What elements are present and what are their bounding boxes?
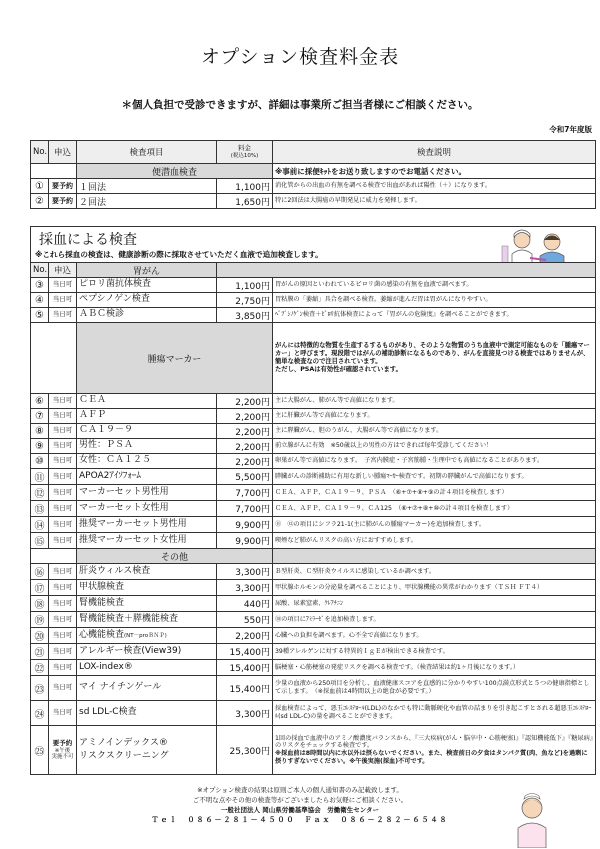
row-item [77, 308, 217, 323]
tumor-marker-rows [31, 394, 596, 549]
row-item [77, 596, 217, 612]
row-desc: 特に2回法は大腸癌の早期発見に威力を発揮します。 [273, 194, 596, 209]
row-no: ⑫ [31, 485, 49, 501]
row-desc [273, 676, 596, 701]
row-price: 2,200円 [217, 454, 273, 469]
row-desc-text: 主に肝臓がん等で高値になります。 [275, 412, 374, 420]
row-apply [49, 644, 77, 660]
row-desc-text: 前立腺がんに有効 ※50歳以上の男性の方はできれば毎年受診してください！ [275, 442, 493, 450]
row-desc [273, 501, 596, 517]
row-apply [49, 501, 77, 517]
row-no: ⑦ [31, 409, 49, 424]
row-item [77, 439, 217, 454]
row-item-sub: (NT－proＢＮＰ) [124, 632, 167, 639]
table-row [31, 293, 596, 308]
footer-tel: Ｔｅｌ ０８６－２８１－４５００ Ｆａｘ ０８６－２８２－６５４８ [151, 816, 449, 825]
row-apply-label: 当日可 [52, 598, 73, 607]
row-apply-label: 要予約 [52, 739, 73, 748]
row-item [77, 644, 217, 660]
row-apply-label: 当日可 [52, 396, 73, 405]
row-apply-label: 当日可 [52, 426, 73, 435]
blood-test-table [30, 262, 596, 775]
row-desc [273, 308, 596, 323]
row-desc-text: ⑪ ⑫の項目にシフラ21-1(主に肺がんの腫瘍マーカー)を追加検査します。 [275, 520, 486, 528]
table-row [31, 660, 596, 676]
consult-notice: ＊個人負担で受診できますが、詳細は事業所ご担当者様にご相談ください。 [121, 99, 479, 111]
footer-org: 一般社団法人 岡山県労働基準協会 労働衛生センター [220, 805, 379, 814]
table-row [31, 676, 596, 701]
row-no: ㉔ [31, 701, 49, 726]
row-item [77, 628, 217, 644]
row-apply [49, 454, 77, 469]
table-row [31, 454, 596, 469]
row-no: ㉓ [31, 676, 49, 701]
row-apply-label: 当日可 [52, 535, 73, 544]
row-no: ① [31, 179, 49, 194]
row-apply-label: 当日可 [52, 582, 73, 591]
row-apply-label: 当日可 [52, 503, 73, 512]
row-desc [273, 485, 596, 501]
row-desc [273, 439, 596, 454]
row-no: ⑤ [31, 308, 49, 323]
row-apply-label: 当日可 [52, 708, 73, 717]
row-item [77, 501, 217, 517]
row-apply [49, 628, 77, 644]
row-item [77, 660, 217, 676]
row-item-label: ＣＡ１９－９ [79, 425, 134, 436]
row-desc-text: Ｂ型肝炎、Ｃ型肝炎ウイルスに感染しているか調べます。 [275, 567, 436, 575]
row-price: 25,300円 [217, 726, 273, 775]
row-desc-text: 尿酸、尿素窒素、ｸﾚｱﾁﾆﾝ [275, 599, 344, 607]
table-row [31, 644, 596, 660]
row-item-label: ピロリ菌抗体検査 [79, 279, 152, 290]
row-no: ⑲ [31, 612, 49, 628]
row-apply-sub: 実施不可 [51, 753, 74, 760]
header-price-label: 料金 [238, 144, 251, 153]
row-item-label2: リスクスクリーニング [79, 751, 169, 761]
row-price: 15,400円 [217, 660, 273, 676]
row-apply-label: 当日可 [52, 683, 73, 692]
row-desc [273, 564, 596, 580]
category-label: 腫瘍マーカー [77, 323, 273, 394]
row-no: ⑬ [31, 501, 49, 517]
row-desc [273, 394, 596, 409]
row-desc-text: ＣＥＡ、ＡＦＰ、ＣＡ１９－９、ＣＡ125 （⑥+⑦+⑧+⑩の計４項目を検査します） [275, 504, 514, 512]
header-price [217, 141, 273, 164]
row-item: １回法 [77, 179, 217, 194]
edition-year: 令和7年度版 [549, 125, 592, 134]
row-desc [273, 278, 596, 293]
table-row [31, 179, 596, 194]
row-price: 2,200円 [217, 628, 273, 644]
row-desc-text: ＣＥＡ、ＡＦＰ、ＣＡ１９－９、ＰＳＡ （⑥+⑦+⑧+⑨の計４項目を検査します） [275, 488, 508, 496]
row-price: 550円 [217, 612, 273, 628]
row-desc [273, 533, 596, 549]
table-row [31, 409, 596, 424]
row-apply [49, 580, 77, 596]
table-row [31, 278, 596, 293]
row-price: 5,500円 [217, 469, 273, 485]
row-desc [273, 580, 596, 596]
table-row [31, 469, 596, 485]
table-row [31, 628, 596, 644]
row-apply [49, 596, 77, 612]
table-header-row [31, 263, 596, 278]
row-price: 15,400円 [217, 644, 273, 660]
row-item [77, 409, 217, 424]
stomach-cancer-rows [31, 278, 596, 323]
row-item-label: アミノインデックス® [79, 737, 168, 748]
section-title: 採血による検査 [39, 232, 137, 248]
row-apply-label: 当日可 [52, 614, 73, 623]
header-desc: 検査説明 [273, 141, 596, 164]
footer-line2: ご不明な点やその他の検査等がございましたらお気軽にご相談ください。 [192, 795, 408, 804]
row-apply [49, 564, 77, 580]
row-desc-text: 主に膵臓がん、胆のうがん、大腸がん等で高値になります。 [275, 427, 443, 435]
row-item [77, 278, 217, 293]
row-apply: 要予約 [49, 179, 77, 194]
row-price: 1,100円 [217, 179, 273, 194]
row-item [77, 424, 217, 439]
row-desc [273, 517, 596, 533]
row-no: ③ [31, 278, 49, 293]
row-no: ⑪ [31, 469, 49, 485]
row-apply-label: 当日可 [52, 487, 73, 496]
row-no: ⑱ [31, 596, 49, 612]
row-desc [273, 628, 596, 644]
row-item [77, 469, 217, 485]
row-desc-text: 心臓への負担を調べます。心不全で高値になります。 [275, 631, 423, 639]
row-apply [49, 701, 77, 726]
row-desc-text: ﾍﾟﾌﾟｼﾉｹﾞﾝ検査＋ﾋﾟﾛﾘ抗体検査によって『胃がんの危険度』を調べることができます。 [275, 311, 513, 319]
row-apply [49, 676, 77, 701]
table-row [31, 424, 596, 439]
row-desc-text: 胃粘膜の「萎縮」具合を調べる検査。萎縮が進んだ胃は胃がんになりやすい。 [275, 296, 492, 304]
table-row [31, 533, 596, 549]
row-price: 3,850円 [217, 308, 273, 323]
row-no: ⑯ [31, 564, 49, 580]
row-desc-text: 卵巣がん等で高値になります。 子宮内膜症・子宮筋腫・生理中でも高値になることがあります。 [275, 457, 544, 465]
section-note: ※これら採血の検査は、健康診断の際に採取させていただく血液で追加検査します。 [35, 250, 323, 259]
row-price: 7,700円 [217, 501, 273, 517]
row-desc-text: 膵臓がんの診断補助に有用な新しい腫瘍ﾏｰｶｰ検査です。初期の膵臓がんで高値になります。 [275, 472, 528, 480]
row-desc-text: 脳梗塞・心筋梗塞の発症リスクを調べる検査です。（検査結果は約1ヶ月後になります。） [275, 663, 520, 671]
row-apply-label: 当日可 [52, 310, 73, 319]
row-price: 1,100円 [217, 278, 273, 293]
row-no: ㉒ [31, 660, 49, 676]
row-price: 2,200円 [217, 394, 273, 409]
row-price: 3,300円 [217, 580, 273, 596]
row-no: ④ [31, 293, 49, 308]
row-desc-text: 胃がんの原因といわれているピロリ菌の感染の有無を血液で調べます。 [275, 281, 473, 289]
row-item [77, 676, 217, 701]
table-row [31, 564, 596, 580]
row-item-label: ＣＥＡ [79, 395, 107, 406]
table-row [31, 701, 596, 726]
row-price: 2,200円 [217, 424, 273, 439]
row-item-label: ＡＦＰ [79, 410, 107, 421]
row-item-label: 腎機能検査 [79, 597, 125, 608]
header-item: 検査項目 [77, 141, 217, 164]
row-desc [273, 454, 596, 469]
table-row [31, 194, 596, 209]
row-item-label: ペプシノゲン検査 [79, 294, 150, 305]
row-apply-label: 当日可 [52, 411, 73, 420]
row-item [77, 612, 217, 628]
footer-line1: ※オプション検査の結果は原則ご本人の個人通知書のみ記載致します。 [197, 786, 403, 794]
row-desc [273, 701, 596, 726]
row-item [77, 580, 217, 596]
table-row [31, 439, 596, 454]
row-item [77, 293, 217, 308]
table-row [31, 308, 596, 323]
category-row [31, 164, 596, 179]
header-price-tax: (税込10%) [230, 152, 259, 159]
row-apply: 要予約 [49, 194, 77, 209]
row-apply-label: 当日可 [52, 646, 73, 655]
row-desc [273, 469, 596, 485]
row-price: 2,750円 [217, 293, 273, 308]
category-label: 胃がん [77, 263, 217, 278]
row-apply [49, 394, 77, 409]
category-row [31, 323, 596, 394]
category-label: その他 [77, 549, 273, 564]
row-no: ㉑ [31, 644, 49, 660]
row-apply-label: 当日可 [52, 280, 73, 289]
tumor-marker-desc-psa: ただし、PSAは有効性が確認されています。 [275, 365, 402, 373]
table-row [31, 501, 596, 517]
category-note: ※事前に採便ｷｯﾄをお送り致しますのでお電話ください。 [273, 164, 596, 179]
row-no: ② [31, 194, 49, 209]
row-desc-text: 主に大腸がん、肺がん等で高値になります。 [275, 397, 399, 405]
row-item-label: 肝炎ウィルス検査 [79, 565, 151, 576]
row-item-label: ＡＢＣ検診 [79, 309, 125, 320]
row-no: ⑰ [31, 580, 49, 596]
row-item-label: マーカーセット男性用 [79, 486, 169, 497]
row-apply [49, 660, 77, 676]
row-apply-label: 当日可 [52, 295, 73, 304]
row-apply [49, 278, 77, 293]
table-row [31, 580, 596, 596]
row-item-label: 女性：ＣＡ１２５ [79, 455, 152, 466]
row-apply [49, 424, 77, 439]
row-price: 3,300円 [217, 564, 273, 580]
row-price: 9,900円 [217, 517, 273, 533]
row-apply-label: 当日可 [52, 441, 73, 450]
category-desc [273, 323, 596, 394]
header-no: No. [31, 141, 49, 164]
row-desc-text: 喫煙など肺がんリスクの高い方におすすめします。 [275, 536, 417, 544]
table-row [31, 485, 596, 501]
table-row [31, 726, 596, 775]
row-item [77, 533, 217, 549]
row-desc [273, 596, 596, 612]
row-price: 3,300円 [217, 701, 273, 726]
row-item-label: sd LDL-C検査 [79, 707, 137, 718]
tumor-marker-desc: がんには特徴的な物質を生産するするものがあり、そのような物質のうち血液中で測定可能なものを「腫瘍マーカー」と呼びます。現段階ではがんの補助診断になるものであり、がんを直接見つける検査ではありませんが、簡単な検査なので注目されています。 [275, 342, 590, 365]
row-apply-label: 当日可 [52, 630, 73, 639]
row-desc [273, 293, 596, 308]
row-item-label: アレルギー検査(View39) [79, 645, 182, 656]
row-item-label: 心機能検査 [79, 629, 125, 640]
row-apply-label: 当日可 [52, 471, 73, 480]
table-row [31, 612, 596, 628]
row-price: 7,700円 [217, 485, 273, 501]
table-row [31, 596, 596, 612]
row-desc [273, 424, 596, 439]
row-apply [49, 308, 77, 323]
nurse-illustration [508, 792, 556, 848]
row-item-label: APOA2ｱｲｿﾌｫｰﾑ [79, 470, 141, 481]
row-desc-note: ※採血前は8時間以内に水以外は摂らないでください。また、検査前日の夕食はタンパク質(肉、魚など)を過剰に摂りすぎないでください。※午後実施(採血)不可です。 [275, 750, 588, 765]
row-no: ⑮ [31, 533, 49, 549]
header-apply: 申込 [49, 263, 77, 278]
row-price: 2,200円 [217, 409, 273, 424]
category-row [31, 549, 596, 564]
row-apply [49, 293, 77, 308]
occult-blood-table [30, 140, 596, 209]
row-no: ⑨ [31, 439, 49, 454]
row-desc-text: 少量の血液から250項目を分析し、血液健康スコアを直感的に分かりやすい100点満点形式と５つの健康指標として示します。 （※採血前は4時間以上の絶食が必要です。） [275, 680, 590, 695]
row-apply [49, 533, 77, 549]
row-no: ⑧ [31, 424, 49, 439]
row-apply [49, 517, 77, 533]
page-title: オプション検査料金表 [200, 46, 400, 68]
row-apply-label: 当日可 [52, 662, 73, 671]
row-no: ㉕ [31, 726, 49, 775]
row-item-label: マーカーセット女性用 [79, 502, 169, 513]
row-desc-text: 39種アレルゲンに対する特異的ＩｇＥが検出できる検査です。 [275, 647, 449, 655]
row-desc [273, 726, 596, 775]
row-price: 1,650円 [217, 194, 273, 209]
row-apply-label: 当日可 [52, 566, 73, 575]
row-apply [49, 726, 77, 775]
row-item [77, 454, 217, 469]
row-no: ⑥ [31, 394, 49, 409]
row-item [77, 701, 217, 726]
row-desc-text: 甲状腺ホルモンの分泌量を調べることにより、甲状腺機能の異常がわかります（ＴＳＨ ＦＴ４） [275, 583, 544, 591]
other-rows [31, 564, 596, 775]
row-item [77, 517, 217, 533]
row-item [77, 564, 217, 580]
row-no: ⑩ [31, 454, 49, 469]
row-desc [273, 644, 596, 660]
row-apply [49, 469, 77, 485]
row-apply-label: 当日可 [52, 456, 73, 465]
header-apply: 申込 [49, 141, 77, 164]
table-row [31, 517, 596, 533]
row-desc: 消化管からの出血の有無を調べる検査で出血があれば陽性（＋）になります。 [273, 179, 596, 194]
row-item-label: LOX-index® [79, 661, 133, 672]
table-header-row [31, 141, 596, 164]
row-price: 440円 [217, 596, 273, 612]
table-row [31, 394, 596, 409]
row-item [77, 394, 217, 409]
row-item-label: 甲状腺検査 [79, 581, 125, 592]
row-item: ２回法 [77, 194, 217, 209]
row-price: 2,200円 [217, 439, 273, 454]
category-label: 便潜血検査 [77, 164, 273, 179]
row-desc [273, 660, 596, 676]
row-desc [273, 409, 596, 424]
row-item-label: 推奨マーカーセット男性用 [79, 518, 187, 529]
row-item-label: 腎機能検査＋膵機能検査 [79, 613, 179, 624]
row-desc-text: ⑱の項目にｱﾐﾗｰｾﾞを追加検査します。 [275, 615, 380, 623]
header-no: No. [31, 263, 49, 278]
row-item-label: マイ ナイチンゲール [79, 682, 162, 693]
row-price: 15,400円 [217, 676, 273, 701]
row-apply [49, 612, 77, 628]
row-item [77, 726, 217, 775]
row-apply-label: 当日可 [52, 519, 73, 528]
row-price: 9,900円 [217, 533, 273, 549]
row-item-label: 男性：ＰＳＡ [79, 440, 134, 451]
row-no: ⑭ [31, 517, 49, 533]
row-apply [49, 439, 77, 454]
row-item [77, 485, 217, 501]
row-desc [273, 612, 596, 628]
row-no: ⑳ [31, 628, 49, 644]
row-desc-text: 採血検査によって、悪玉ｺﾚｽﾃﾛｰﾙ(LDL)のなかでも特に動脈硬化や血管の詰まりを引き起こすとされる超悪玉ｺﾚｽﾃﾛｰﾙ(sd LDL-C)の量を調べることができます。 [275, 705, 592, 720]
row-apply [49, 485, 77, 501]
row-apply [49, 409, 77, 424]
row-desc-text: 1回の採血で血液中のアミノ酸濃度バランスから、『三大疾病(がん・脳卒中・心筋梗塞)』『認知機能低下』『糖尿病』のリスクをチェックする検査です。 [275, 734, 593, 750]
row-item-label: 推奨マーカーセット女性用 [79, 534, 187, 545]
row-apply-sub: ※午後 [54, 747, 71, 754]
